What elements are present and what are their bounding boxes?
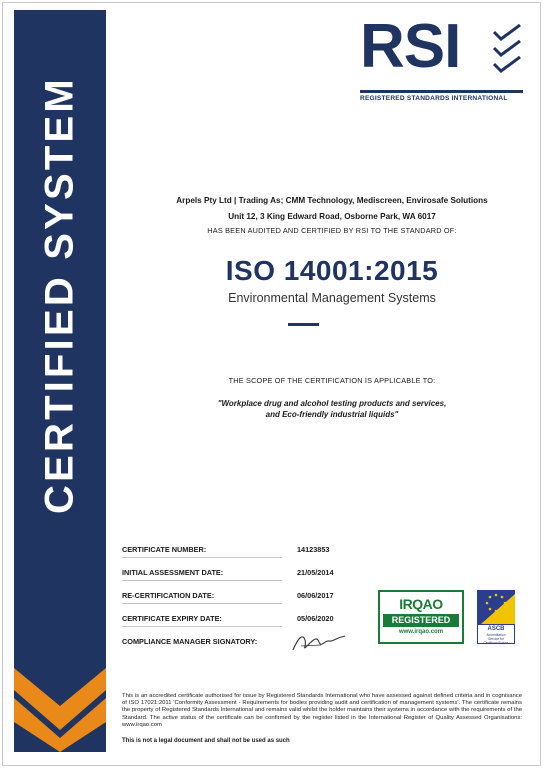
ascb-line-2: Service for [488,637,504,641]
recertification-label: RE-CERTIFICATION DATE: [122,591,215,600]
irqao-url: www.irqao.com [398,629,444,635]
certificate-number-label: CERTIFICATE NUMBER: [122,545,207,554]
scope-text [122,398,542,420]
audited-statement: HAS BEEN AUDITED AND CERTIFIED BY RSI TO THE STANDARD OF: [207,226,457,235]
logo-subtitle: REGISTERED STANDARDS INTERNATIONAL [360,95,508,102]
footer-disclaimer: This is an accredited certificate authorised for issue by Registered Standards International who have assessed against defined criteria and in cognisance of ISO 17021:2011 'Conformity Assessment - Requirements for bodies providing audit and certification of management systems'. The certificate remains the property of Registered Standards International and remains valid whilst the holder maintains their systems in accordance with the requirements of the Standard. The active status of the certificate can be confirmed by the register listed in the International Register of Quality Assessed Organisations: www.irqao.com [122,693,522,728]
expiry-label: CERTIFICATE EXPIRY DATE: [122,614,222,623]
irqao-registered-badge [378,590,464,644]
rsi-logo [360,12,525,110]
scope-heading: THE SCOPE OF THE CERTIFICATION IS APPLICABLE TO: [228,376,436,385]
standard-code: ISO 14001:2015 [225,255,439,286]
signatory-label: COMPLIANCE MANAGER SIGNATORY: [122,637,258,646]
row-underline [122,603,282,604]
organisation-block [122,193,542,225]
ascb-line-1: Accreditation [486,633,506,637]
scope-line-1: "Workplace drug and alcohol testing products and services, [217,399,447,408]
ascb-badge [477,590,515,644]
certified-system-sidebar [14,10,106,752]
organisation-name: Arpels Pty Ltd | Trading As; CMM Technology, Mediscreen, Envirosafe Solutions [176,196,488,205]
organisation-address: Unit 12, 3 King Edward Road, Osborne Park, WA 6017 [228,212,436,221]
scope-line-2: and Eco-friendly industrial liquids" [265,410,399,419]
eu-stars-icon [477,590,515,624]
initial-assessment-label: INITIAL ASSESSMENT DATE: [122,568,224,577]
checkmarks-icon [492,24,524,82]
row-underline [122,557,282,558]
irqao-title: IRQAO [399,596,443,612]
title-divider [288,323,319,326]
footer-legal-notice: This is not a legal document and shall not be used as such [122,738,290,744]
sidebar-vertical-text: CERTIFIED SYSTEM [37,76,82,514]
expiry-value: 05/06/2020 [297,614,334,623]
signature-icon [291,632,347,654]
certificate-number-value: 14123853 [297,545,330,554]
ascb-line-3: Certifying Bodies [483,641,509,644]
ascb-title: ASCB [487,626,505,632]
logo-word: RSI [360,12,461,81]
initial-assessment-value: 21/05/2014 [297,568,334,577]
row-underline [122,580,282,581]
irqao-registered-text: REGISTERED [383,614,459,627]
standard-name: Environmental Management Systems [228,291,436,305]
row-underline [122,626,282,627]
orange-chevron-icon [14,660,106,752]
logo-divider [360,90,523,93]
ascb-label-box [477,624,515,644]
recertification-value: 06/06/2017 [297,591,334,600]
